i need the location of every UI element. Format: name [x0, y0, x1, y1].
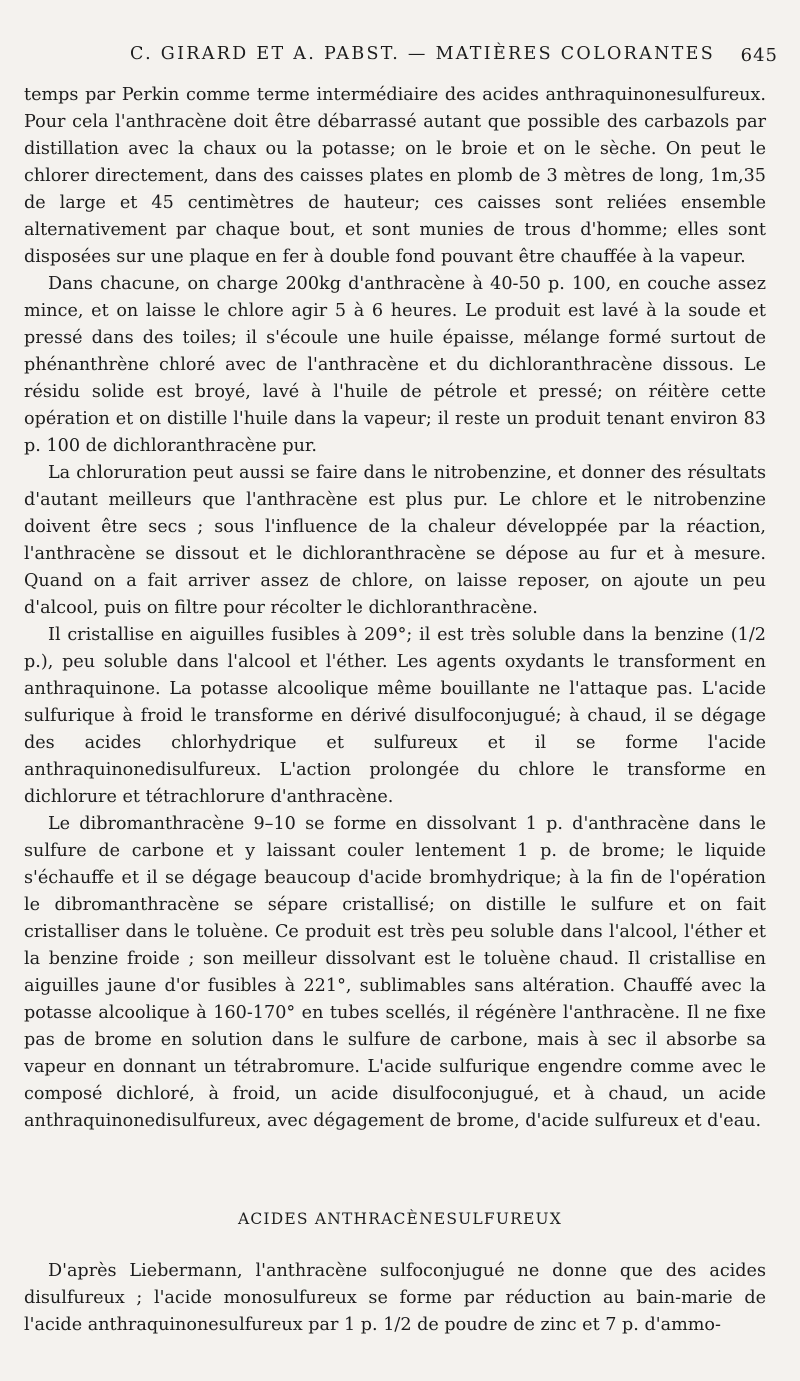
paragraph-2: Dans chacune, on charge 200kg d'anthracène à 40-50 p. 100, en couche assez mince, et on laisse le chlore agir 5 à 6 heures. Le produit est lavé à la soude et pressé dans des toiles; il s'écoule une huile épaisse, mélange formé surtout de phénanthrène chloré avec de l'anthracène et du dichloranthracène dissous. Le résidu solide est broyé, lavé à l'huile de pétrole et pressé; on réitère cette opération et on distille l'huile dans la vapeur; il reste un produit tenant environ 83 p. 100 de dichloranthracène pur. — [24, 274, 766, 456]
page-number: 645 — [740, 45, 778, 66]
body-text — [24, 82, 766, 1135]
paragraph-3: La chloruration peut aussi se faire dans le nitrobenzine, et donner des résultats d'autant meilleurs que l'anthracène est plus pur. Le chlore et le nitrobenzine doivent être secs ; sous l'influence de la chaleur développée par la réaction, l'anthracène se dissout et le dichloranthracène se dépose au fur et à mesure. Quand on a fait arriver assez de chlore, on laisse reposer, on ajoute un peu d'alcool, puis on filtre pour récolter le dichloranthracène. — [24, 463, 766, 618]
section-title: ACIDES ANTHRACÈNESULFUREUX — [237, 1210, 563, 1228]
page-header — [0, 36, 800, 72]
paragraph-6: D'après Liebermann, l'anthracène sulfoconjugué ne donne que des acides disulfureux ; l'acide monosulfureux se forme par réduction au bain-marie de l'acide anthraquinonesulfureux par 1 p. 1/2 de poudre de zinc et 7 p. d'ammo- — [24, 1261, 766, 1335]
section-body — [24, 1258, 766, 1339]
paragraph-5: Le dibromanthracène 9–10 se forme en dissolvant 1 p. d'anthracène dans le sulfure de carbone et y laissant couler lentement 1 p. de brome; le liquide s'échauffe et il se dégage beaucoup d'acide bromhydrique; à la fin de l'opération le dibromanthracène se sépare cristallisé; on distille le sulfure et on fait cristalliser dans le toluène. Ce produit est très peu soluble dans l'alcool, l'éther et la benzine froide ; son meilleur dissolvant est le toluène chaud. Il cristallise en aiguilles jaune d'or fusibles à 221°, sublimables sans altération. Chauffé avec la potasse alcoolique à 160-170° en tubes scellés, il régénère l'anthracène. Il ne fixe pas de brome en solution dans le sulfure de carbone, mais à sec il absorbe sa vapeur en donnant un tétrabromure. L'acide sulfurique engendre comme avec le composé dichloré, à froid, un acide disulfoconjugué, et à chaud, un acide anthraquinonedisulfureux, avec dégagement de brome, d'acide sulfureux et d'eau. — [24, 814, 766, 1131]
paragraph-1: temps par Perkin comme terme intermédiaire des acides anthraquinonesulfureux. Pour cela l'anthracène doit être débarrassé autant que possible des carbazols par distillation avec la chaux ou la potasse; on le broie et on le sèche. On peut le chlorer directement, dans des caisses plates en plomb de 3 mètres de long, 1m,35 de large et 45 centimètres de hauteur; ces caisses sont reliées ensemble alternativement par chaque bout, et sont munies de trous d'homme; elles sont disposées sur une plaque en fer à double fond pouvant être chauffée à la vapeur. — [24, 85, 766, 267]
paragraph-4: Il cristallise en aiguilles fusibles à 209°; il est très soluble dans la benzine (1/2 p.), peu soluble dans l'alcool et l'éther. Les agents oxydants le transforment en anthraquinone. La potasse alcoolique même bouillante ne l'attaque pas. L'acide sulfurique à froid le transforme en dérivé disulfoconjugué; à chaud, il se dégage des acides chlorhydrique et sulfureux et il se forme l'acide anthraquinonedisulfureux. L'action prolongée du chlore le transforme en dichlorure et tétrachlorure d'anthracène. — [24, 625, 766, 807]
running-head: C. GIRARD ET A. PABST. — MATIÈRES COLORANTES — [130, 44, 716, 64]
